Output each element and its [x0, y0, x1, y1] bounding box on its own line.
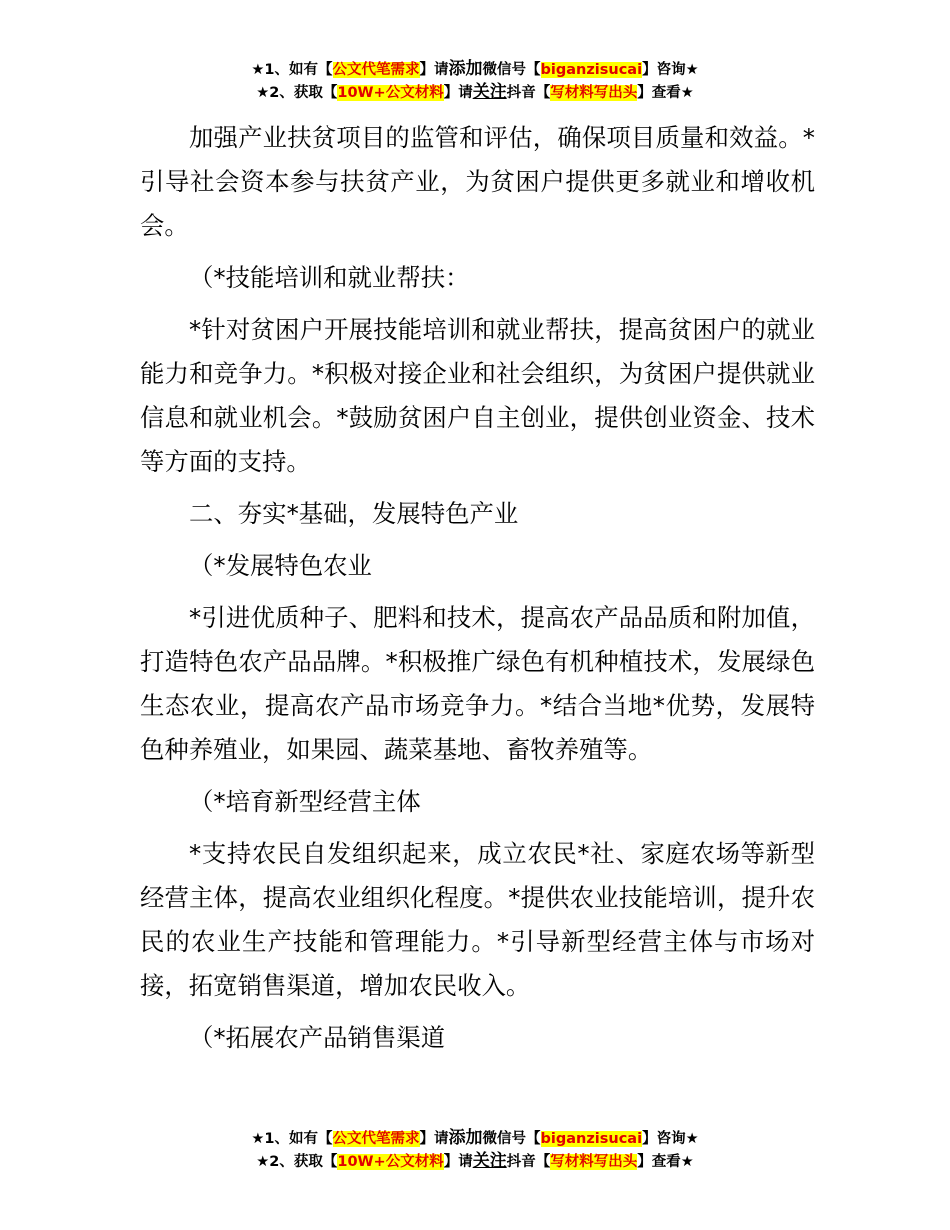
paragraph-3: *引进优质种子、肥料和技术，提高农产品品质和附加值，打造特色农产品品牌。*积极推广绿色有机种植技术，发展绿色生态农业，提高农产品市场竞争力。*结合当地*优势，发展特色种养殖业，如果园、蔬菜基地、畜牧养殖等。 [140, 603, 815, 764]
footer-line1-emphasis: 添加 [448, 1128, 483, 1148]
footer-line2-lead: ★2、获取【 [256, 1154, 338, 1170]
document-body [140, 116, 815, 1060]
footer-line1-highlight-service: 公文代笔需求 [332, 1131, 420, 1147]
header-banner [0, 58, 950, 104]
header-line-1 [0, 58, 950, 81]
header-line1-text-2: 微信号【 [482, 62, 541, 78]
subheading-sales-channels: （*拓展农产品销售渠道 [189, 1023, 446, 1052]
paragraph-1: 加强产业扶贫项目的监管和评估，确保项目质量和效益。*引导社会资本参与扶贫产业，为贫困户提供更多就业和增收机会。 [140, 123, 815, 240]
header-line2-text-2: 抖音【 [506, 85, 551, 101]
subheading-new-business-entities: （*培育新型经营主体 [189, 787, 421, 816]
header-line1-emphasis: 添加 [448, 59, 483, 79]
footer-line2-emphasis: 关注 [472, 1151, 507, 1171]
subheading-skills-training: （*技能培训和就业帮扶： [189, 263, 470, 292]
header-line1-text: 】请 [419, 62, 449, 78]
footer-line1-highlight-wechat: biganzisucai [540, 1131, 643, 1147]
footer-banner [0, 1127, 950, 1173]
subheading-featured-agriculture: （*发展特色农业 [189, 551, 372, 580]
header-line2-lead: ★2、获取【 [256, 85, 338, 101]
header-line2-text: 】请 [443, 85, 473, 101]
footer-line2-tail: 】查看★ [637, 1154, 694, 1170]
header-line1-highlight-service: 公文代笔需求 [332, 62, 420, 78]
header-line-2 [0, 81, 950, 104]
footer-line-1 [0, 1127, 950, 1150]
paragraph-2: *针对贫困户开展技能培训和就业帮扶，提高贫困户的就业能力和竞争力。*积极对接企业和社会组织，为贫困户提供就业信息和就业机会。*鼓励贫困户自主创业，提供创业资金、技术等方面的支持。 [140, 315, 815, 476]
header-line2-highlight-materials: 10W+公文材料 [337, 85, 444, 101]
footer-line2-text: 】请 [443, 1154, 473, 1170]
header-line2-emphasis: 关注 [472, 82, 507, 102]
footer-line2-highlight-materials: 10W+公文材料 [337, 1154, 444, 1170]
footer-line2-highlight-douyin: 写材料写出头 [550, 1154, 638, 1170]
footer-line1-lead: ★1、如有【 [251, 1131, 333, 1147]
header-line1-highlight-wechat: biganzisucai [540, 62, 643, 78]
footer-line-2 [0, 1150, 950, 1173]
header-line2-highlight-douyin: 写材料写出头 [550, 85, 638, 101]
footer-line2-text-2: 抖音【 [506, 1154, 551, 1170]
footer-line1-text-2: 微信号【 [482, 1131, 541, 1147]
footer-line1-tail: 】咨询★ [642, 1131, 699, 1147]
header-line1-lead: ★1、如有【 [251, 62, 333, 78]
header-line2-tail: 】查看★ [637, 85, 694, 101]
paragraph-4: *支持农民自发组织起来，成立农民*社、家庭农场等新型经营主体，提高农业组织化程度。*提供农业技能培训，提升农民的农业生产技能和管理能力。*引导新型经营主体与市场对接，拓宽销售渠道，增加农民收入。 [140, 839, 815, 1000]
header-line1-tail: 】咨询★ [642, 62, 699, 78]
footer-line1-text: 】请 [419, 1131, 449, 1147]
section-heading-2: 二、夯实*基础，发展特色产业 [189, 499, 519, 528]
